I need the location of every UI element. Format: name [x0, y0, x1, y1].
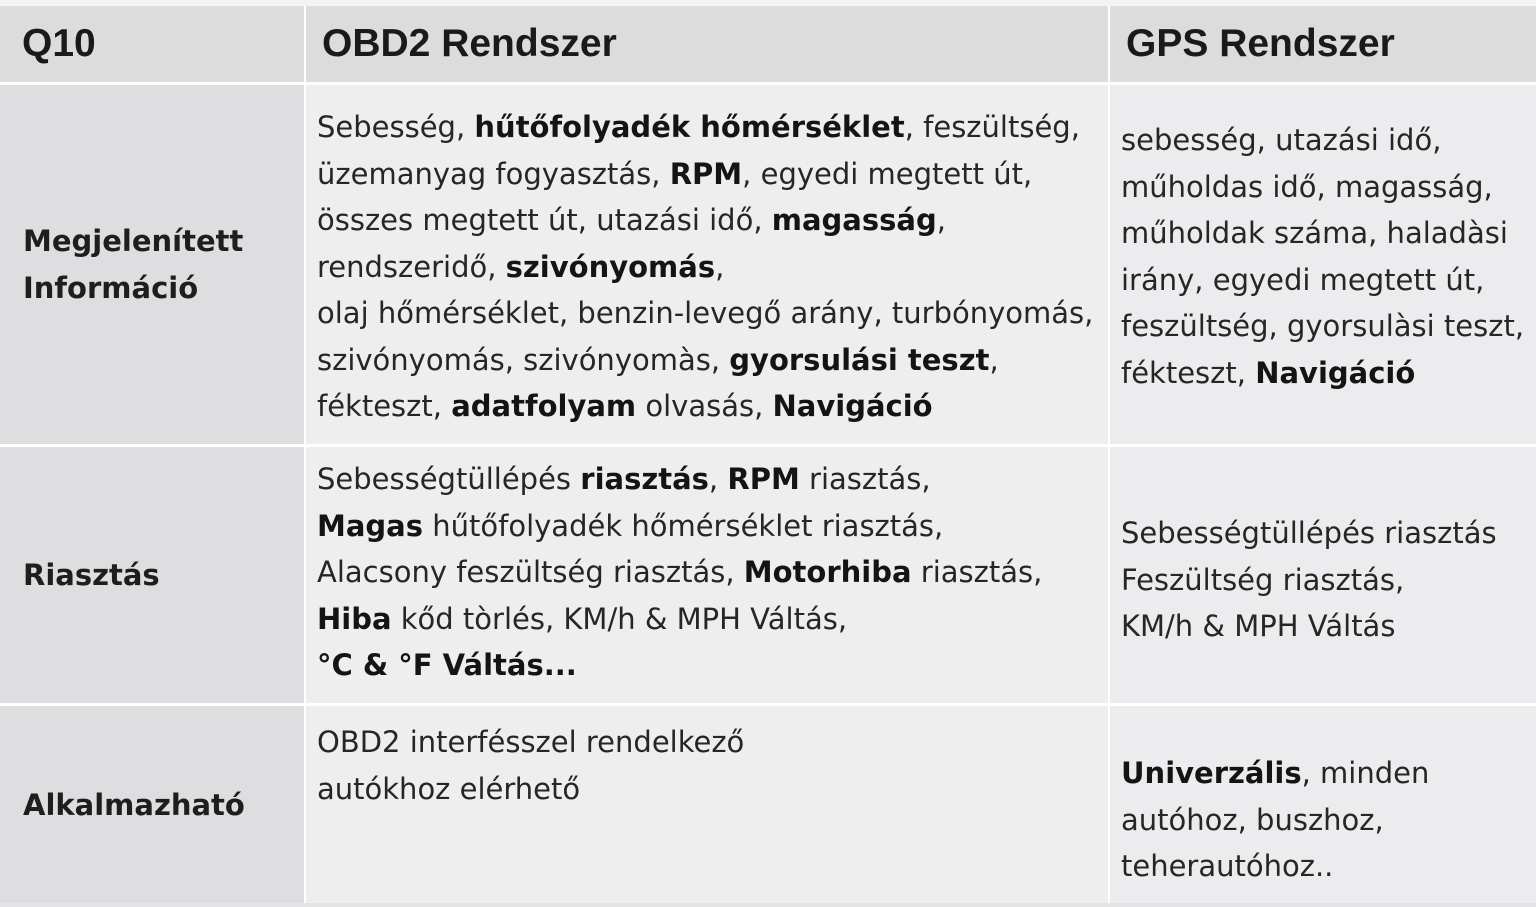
- text: , feszültség,: [904, 110, 1080, 144]
- text-line: [317, 642, 1042, 689]
- text-line: [1121, 303, 1524, 350]
- text-line: [1121, 210, 1524, 257]
- text: sebesség, utazási idő,: [1121, 123, 1442, 157]
- text-line: [317, 197, 1093, 244]
- text: Sebesség,: [317, 110, 475, 144]
- text-line: [317, 104, 1093, 151]
- text: üzemanyag fogyasztás,: [317, 156, 670, 191]
- cell-text: [317, 719, 744, 812]
- text-line: [1121, 257, 1524, 304]
- header-gps: [1110, 6, 1536, 82]
- obd2-applicable-cell: [306, 706, 1108, 904]
- text-line: [317, 383, 1093, 430]
- text-line: [317, 503, 1042, 550]
- text: ,: [989, 342, 999, 377]
- bold-text: Navigáció: [1255, 355, 1416, 390]
- text: Sebességtüllépés: [317, 462, 581, 496]
- text-line: [317, 766, 744, 813]
- text: ,: [708, 462, 728, 496]
- bold-text: Váltás...: [442, 648, 577, 682]
- text: KM/h & MPH Váltás: [1121, 609, 1396, 643]
- text-line: [317, 549, 1042, 596]
- bold-text: magasság: [771, 203, 937, 237]
- comparison-table: [0, 6, 1536, 903]
- row-label-text: Megjelenített Információ: [23, 223, 244, 305]
- cell-text: [317, 104, 1093, 430]
- text-line: [1121, 557, 1497, 604]
- row-label-info: [0, 85, 304, 444]
- text: teherautóhoz..: [1121, 849, 1334, 883]
- text-line: [1121, 350, 1524, 397]
- text: Feszültség riasztás,: [1121, 562, 1405, 597]
- text: ,: [715, 249, 725, 284]
- bold-text: szivónyomás: [505, 249, 716, 284]
- table-bottom-border: [0, 903, 1536, 907]
- text: autóhoz, buszhoz,: [1121, 802, 1384, 837]
- text: Alacsony feszültség riasztás,: [317, 555, 744, 589]
- text: Sebességtüllépés riasztás: [1121, 516, 1497, 550]
- bold-text: Magas: [317, 508, 424, 543]
- bold-text: Navigáció: [772, 389, 933, 423]
- row-label-applicable: [0, 706, 304, 904]
- text-line: [317, 719, 744, 766]
- bold-text: RPM: [727, 462, 800, 496]
- header-q10-text: Q10: [22, 22, 96, 65]
- text: kőd tòrlés, KM/h & MPH Váltás,: [391, 601, 848, 636]
- bold-text: Motorhiba: [743, 555, 912, 589]
- text: riasztás,: [799, 462, 931, 496]
- text: műholdak száma, haladàsi: [1121, 216, 1508, 250]
- text-line: [317, 290, 1093, 337]
- text: ,: [936, 203, 946, 237]
- cell-text: [1121, 750, 1429, 890]
- bold-text: Hiba: [317, 601, 392, 636]
- header-gps-text: GPS Rendszer: [1126, 22, 1395, 65]
- row-label-alarm: [0, 447, 304, 703]
- text-line: [1121, 797, 1429, 844]
- text-line: [1121, 117, 1524, 164]
- text-line: [1121, 750, 1429, 797]
- header-q10: [0, 6, 304, 82]
- text-line: [317, 151, 1093, 198]
- header-obd2: [306, 6, 1108, 82]
- gps-info-cell: [1110, 85, 1536, 444]
- text: , minden: [1301, 756, 1430, 790]
- text: olaj hőmérséklet, benzin-levegő arány, turbónyomás,: [317, 296, 1094, 330]
- text: szivónyomás, szivónyomàs,: [317, 342, 730, 377]
- cell-text: [317, 456, 1042, 689]
- text-line: [1121, 510, 1497, 557]
- bold-text: riasztás: [580, 462, 709, 496]
- gps-applicable-cell: [1110, 706, 1536, 904]
- cell-text: [1121, 510, 1497, 650]
- cell-text: [1121, 117, 1524, 396]
- text: OBD2 interfésszel rendelkező: [317, 725, 745, 759]
- obd2-info-cell: [306, 85, 1108, 444]
- obd2-alarm-cell: [306, 447, 1108, 703]
- bold-text: RPM: [669, 156, 743, 191]
- text-line: [1121, 603, 1497, 650]
- text-line: [317, 456, 1042, 503]
- text: feszültség, gyorsulàsi teszt,: [1121, 309, 1525, 343]
- text: rendszeridő,: [317, 249, 506, 284]
- bold-text: hűtőfolyadék hőmérséklet: [474, 110, 905, 144]
- text: irány, egyedi megtett út,: [1121, 262, 1485, 297]
- row-label-text: Riasztás: [23, 557, 160, 592]
- text: fékteszt,: [1121, 355, 1256, 390]
- text: műholdas idő, magasság,: [1121, 169, 1493, 204]
- text-line: [1121, 164, 1524, 211]
- bold-text: Univerzális: [1121, 756, 1302, 790]
- bold-text: adatfolyam: [451, 389, 637, 423]
- text-line: [1121, 843, 1429, 890]
- text: autókhoz elérhető: [317, 771, 581, 806]
- text: , egyedi megtett út,: [742, 156, 1033, 191]
- text: riasztás,: [911, 555, 1043, 589]
- text-line: [317, 244, 1093, 291]
- header-obd2-text: OBD2 Rendszer: [322, 22, 617, 65]
- bold-text: °C & °F: [317, 648, 443, 682]
- row-label-text: Alkalmazható: [23, 787, 245, 822]
- text: hűtőfolyadék hőmérséklet riasztás,: [423, 508, 944, 543]
- text-line: [317, 596, 1042, 643]
- text-line: [317, 337, 1093, 384]
- text: olvasás,: [636, 389, 773, 423]
- text: összes megtett út, utazási idő,: [317, 203, 772, 237]
- gps-alarm-cell: [1110, 447, 1536, 703]
- bold-text: gyorsulási teszt: [729, 342, 990, 377]
- text: fékteszt,: [317, 389, 452, 423]
